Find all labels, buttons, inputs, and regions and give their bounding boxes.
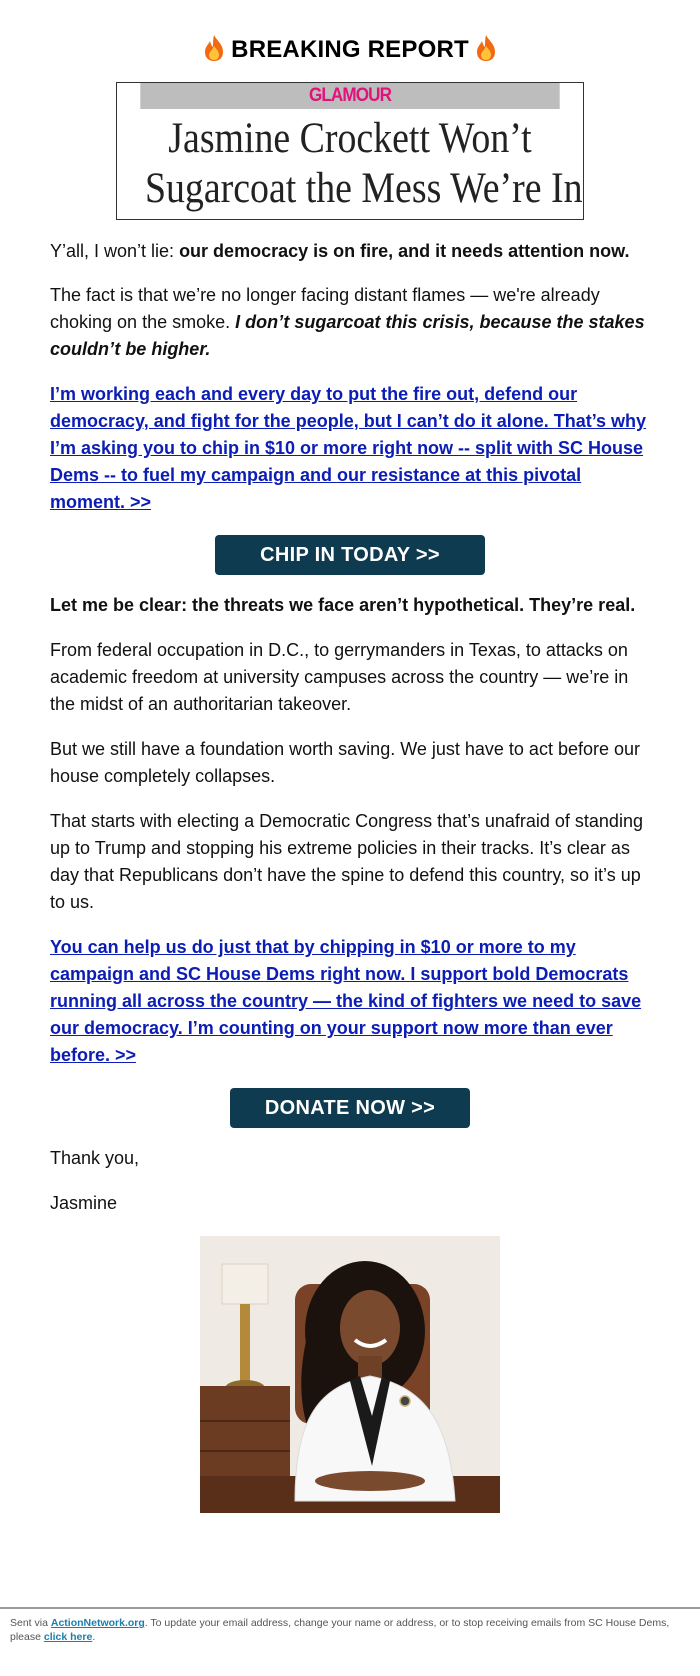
email-footer [10, 1616, 670, 1644]
fire-icon [203, 34, 225, 62]
foundation-paragraph: But we still have a foundation worth saving. We just have to act before our house completely collapses. [50, 739, 641, 786]
crisis-text: The fact is that we’re no longer facing distant flames — we're already choking on the smoke. [50, 285, 600, 332]
breaking-report-headline [0, 34, 700, 64]
jasmine-portrait-photo [200, 1236, 500, 1513]
footer-middle-text: . To update your email address, change your name or address, or to stop receiving emails from SC House Dems, please [10, 1617, 670, 1643]
crisis-emphasis-text: I don’t sugarcoat this crisis, because the stakes couldn’t be higher. [50, 312, 645, 359]
intro-paragraph [50, 238, 650, 265]
footer-suffix-text: . [92, 1631, 96, 1643]
donation-appeal-link-paragraph [50, 381, 650, 516]
crisis-paragraph [50, 282, 650, 363]
intro-text: Y’all, I won’t lie: [50, 241, 180, 261]
footer-prefix-text: Sent via [10, 1617, 51, 1629]
support-appeal-link[interactable]: You can help us do just that by chipping in $10 or more to my campaign and SC House Dems right now. I support bold Democrats running all across the country — the kind of fighters we need to save our democracy. I’m counting on your support now more than ever before. >> [50, 937, 642, 1065]
fire-icon [475, 34, 497, 62]
unsubscribe-link[interactable]: click here [43, 1631, 93, 1643]
threats-paragraph: Let me be clear: the threats we face aren’t hypothetical. They’re real. [50, 595, 636, 615]
donate-now-button[interactable]: DONATE NOW >> [230, 1088, 470, 1128]
takeover-paragraph: From federal occupation in D.C., to gerrymanders in Texas, to attacks on academic freedom at university campuses across the country — we’re in the midst of an authoritarian takeover. [50, 640, 629, 714]
footer-divider [0, 1607, 700, 1609]
donation-appeal-link[interactable]: I’m working each and every day to put the fire out, defend our democracy, and fight for the people, but I can’t do it alone. That’s why I’m asking you to chip in $10 or more right now -- split with SC House Dems -- to fuel my campaign and our resistance at this pivotal moment. >> [50, 384, 647, 512]
glamour-logo: GLAMOUR [140, 83, 559, 109]
intro-bold-text: our democracy is on fire, and it needs attention now. [179, 241, 630, 261]
support-appeal-link-paragraph [50, 934, 650, 1069]
banner-title-line2: Sugarcoat the Mess We’re In [144, 165, 583, 212]
banner-title-line1: Jasmine Crockett Won’t [168, 115, 532, 162]
headline-text: BREAKING REPORT [231, 36, 469, 63]
congress-paragraph: That starts with electing a Democratic Congress that’s unafraid of standing up to Trump and stopping his extreme policies in their tracks. It’s clear as day that Republicans don’t have the spine to defend this country, so it’s up to us. [50, 811, 643, 912]
glamour-article-banner[interactable] [116, 82, 584, 220]
signoff-text: Thank you, [50, 1148, 140, 1168]
signature-text: Jasmine [50, 1193, 118, 1213]
actionnetwork-link[interactable]: ActionNetwork.org [50, 1617, 145, 1629]
portrait-illustration [200, 1236, 500, 1513]
chip-in-button[interactable]: CHIP IN TODAY >> [215, 535, 485, 575]
